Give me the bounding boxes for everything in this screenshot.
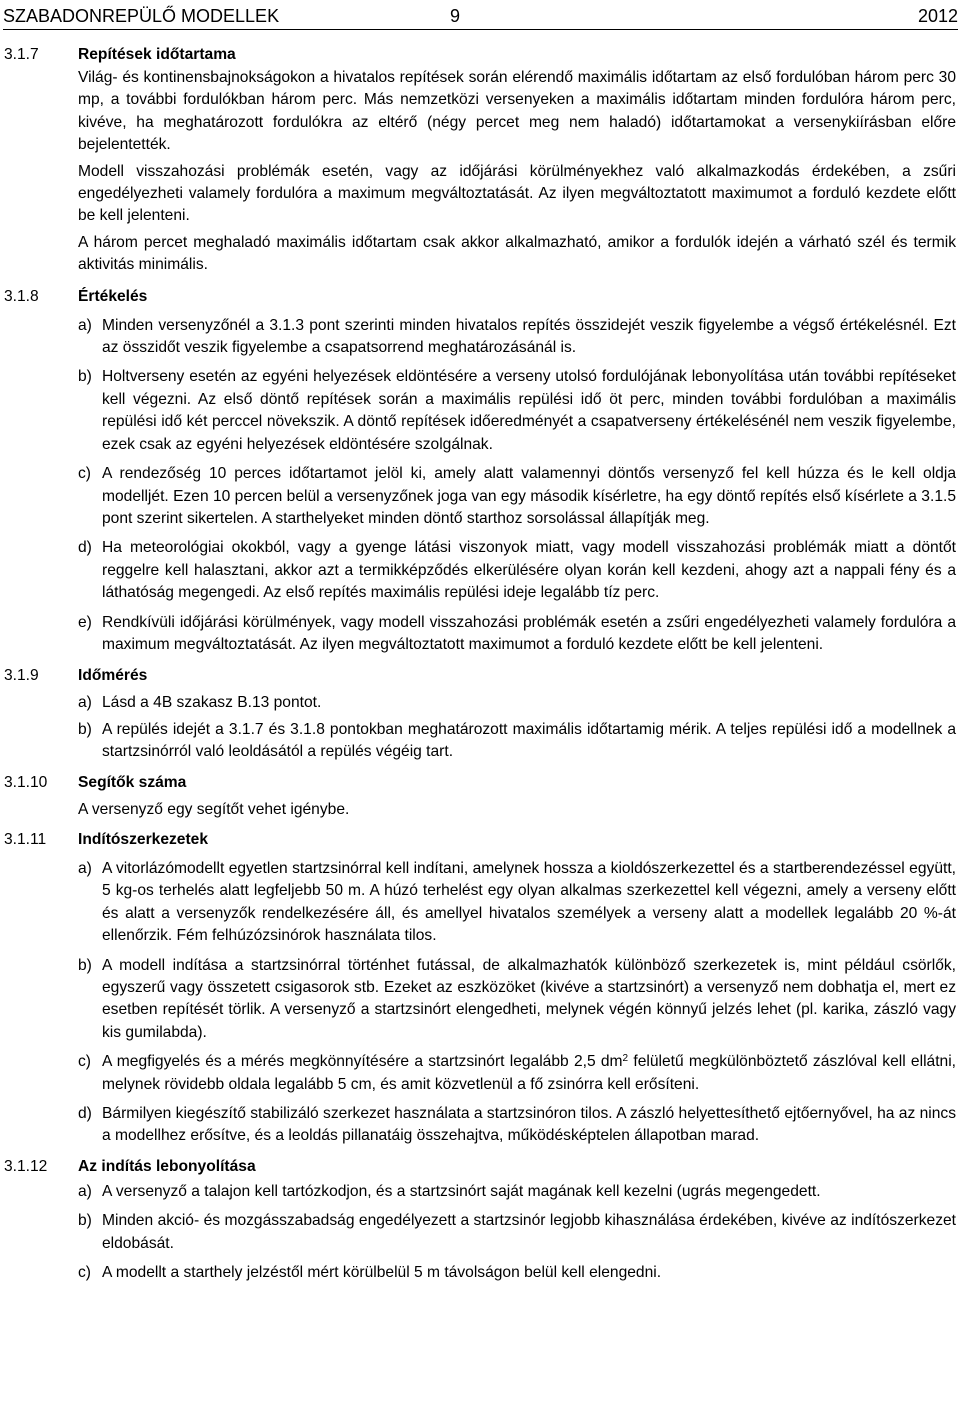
item-text: A rendezőség 10 perces időtartamot jelöl ki, amely alatt valamennyi döntős versenyző fel kell húzza és le kell oldja modelljét. Ezen 10 percen belül a versenyzőnek joga van egy második kísérletre, ha egy döntő repítés első kísérlete a 3.1.5 pont szerint sikertelen. A starthelyeket minden döntő starthoz sorsolással állapítják meg. — [102, 465, 956, 527]
section-3-1-11 — [4, 829, 956, 1148]
item-label: a) — [78, 316, 92, 334]
section-number: 3.1.12 — [4, 1157, 48, 1175]
superscript: 2 — [622, 1053, 629, 1065]
section-heading — [4, 772, 956, 795]
paragraph: Modell visszahozási problémák esetén, vagy az időjárási körülményekhez való alkalmazkodás érdekében, a zsűri engedélyezheti valamely fordulóra a maximum megváltoztatását. Az ilyen megváltoztatott maximumot a forduló kezdete előtt be kell jelenteni. — [78, 162, 956, 225]
list-item — [78, 692, 956, 714]
item-text: Lásd a 4B szakasz B.13 pontot. — [102, 694, 322, 712]
header-title: SZABADONREPÜLŐ MODELLEK — [3, 6, 280, 26]
section-title: Értékelés — [78, 287, 148, 305]
item-label: c) — [78, 1053, 91, 1071]
section-heading — [4, 44, 956, 67]
section-number: 3.1.7 — [4, 46, 39, 63]
list-item — [78, 1181, 956, 1203]
section-3-1-9 — [4, 665, 956, 763]
item-label: b) — [78, 720, 92, 738]
list-item — [78, 315, 956, 360]
paragraph: A három percet meghaladó maximális időtartam csak akkor alkalmazható, amikor a fordulók idején a várható szél és termik aktivitás minimális. — [78, 233, 956, 274]
item-text-part: felületű megkülönböztető zászlóval kell ellátni, melynek rövidebb oldala legalább 5 cm, és amit közvetlenül a fő zsinórra kell erősíteni. — [102, 1053, 957, 1093]
item-label: a) — [78, 694, 92, 712]
header-year: 2012 — [917, 6, 958, 26]
item-text: A versenyző a talajon kell tartózkodjon, és a startzsinórt saját magának kell kezelni (ugrás megengedett. — [102, 1182, 821, 1200]
section-number: 3.1.10 — [4, 773, 48, 791]
item-label: c) — [78, 1264, 91, 1282]
section-number: 3.1.9 — [4, 667, 39, 685]
document-body — [4, 44, 956, 1291]
section-title: Az indítás lebonyolítása — [78, 1157, 256, 1175]
item-label: c) — [78, 465, 91, 483]
section-3-1-8 — [4, 286, 956, 657]
list-item — [78, 955, 956, 1045]
list-item — [78, 463, 956, 530]
item-text: A modellt a starthely jelzéstől mért körülbelül 5 m távolságon belül kell elengedni. — [102, 1264, 662, 1282]
item-label: b) — [78, 368, 92, 386]
item-text: Holtverseny esetén az egyéni helyezések eldöntésére a verseny utolsó fordulójának lebonyolítása után további repítéseket kell végezni. Az első döntő repítések során a maximális repülési idő öt perc, minden további fordulóban a maximális repülési idő két perccel növekszik. A döntő repítések időeredményét a csapatverseny értékelésénél nem veszik figyelembe, ezek csak az egyéni helyezések eldöntésére szolgálnak. — [102, 368, 956, 453]
section-title: Időmérés — [78, 667, 148, 685]
item-text-part: A megfigyelés és a mérés megkönnyítésére a startzsinórt legalább 2,5 dm — [102, 1053, 623, 1071]
page-number: 9 — [450, 6, 461, 26]
section-heading — [4, 665, 956, 688]
section-title: Indítószerkezetek — [78, 830, 208, 848]
list-item — [78, 1103, 956, 1148]
paragraph: Világ- és kontinensbajnokságokon a hivatalos repítések során elérendő maximális időtartam az első fordulóban három perc 30 mp, a további fordulókban három perc. Más nemzetközi versenyeken a maximális időtartam minden fordulóra három perc, kivéve, ha meghatározott fordulókra az eltérő (négy percet meg nem haladó) időtartamokat a versenykiírásban előre bejelentették. — [78, 69, 956, 154]
item-label: b) — [78, 1212, 92, 1230]
item-text: Minden versenyzőnél a 3.1.3 pont szerinti minden hivatalos repítés összidejét veszik figyelembe a végső értékelésnél. Ezt az összidőt veszik figyelembe a csapatsorrend meghatározásánál is. — [102, 316, 956, 357]
section-number: 3.1.11 — [4, 830, 47, 848]
section-title: Repítések időtartama — [78, 46, 236, 63]
section-number: 3.1.8 — [4, 287, 39, 305]
section-3-1-7 — [4, 44, 956, 277]
section-title: Segítők száma — [78, 773, 187, 791]
list-item — [78, 537, 956, 604]
section-3-1-10 — [4, 772, 956, 821]
item-text: A vitorlázómodellt egyetlen startzsinórral kell indítani, amelynek hossza a kioldószerkezettel és a startberendezéssel együtt, 5 kg-os terhelés alatt legfeljebb 50 m. A húzó terhelést egy olyan alkalmas szerkezettel kell végezni, amely a verseny előtt és alatt a versenyzők rendelkezésére áll, és amellyel hivatalos személyek a verseny alatt a modellek legalább 20 %-át ellenőrzik. Fém felhúzózsinórok használata tilos. — [102, 859, 956, 945]
item-label: b) — [78, 956, 92, 974]
list-item — [78, 366, 956, 456]
page-header — [3, 2, 958, 30]
item-text: Bármilyen kiegészítő stabilizáló szerkezet használata a startzsinóron tilos. A zászló helyettesíthető ejtőernyővel, ha az nincs a modellhez erősítve, és a leoldás pillanatáig összehajtva, működésképtelen állapotban marad. — [102, 1105, 956, 1145]
section-heading — [4, 829, 956, 852]
item-label: e) — [78, 613, 92, 631]
item-text: Minden akció- és mozgásszabadság engedélyezett a startzsinór legjobb kihasználása érdekében, kivéve az indítószerkezet eldobását. — [102, 1212, 956, 1252]
paragraph: A versenyző egy segítőt vehet igénybe. — [78, 800, 350, 818]
list-item — [78, 858, 956, 948]
item-text: Rendkívüli időjárási körülmények, vagy modell visszahozási problémák esetén a zsűri engedélyezheti valamely fordulóra a maximum megváltoztatását. Az ilyen megváltoztatott maximumot a forduló kezdete előtt be kell jelenteni. — [102, 613, 956, 653]
item-text — [102, 1053, 956, 1092]
item-text: A repülés idejét a 3.1.7 és 3.1.8 pontokban meghatározott maximális időtartamig mérik. A teljes repülési idő a modellnek a startzsinórról való leoldásától a repülés végéig tart. — [102, 720, 956, 761]
item-label: d) — [78, 539, 92, 557]
list-item — [78, 612, 956, 657]
list-item — [78, 1051, 956, 1096]
list-item — [78, 719, 956, 764]
item-label: d) — [78, 1105, 92, 1123]
list-item — [78, 1262, 956, 1284]
list-item — [78, 1210, 956, 1255]
section-3-1-12 — [4, 1156, 956, 1285]
item-label: a) — [78, 1182, 92, 1200]
section-heading — [4, 286, 956, 309]
item-label: a) — [78, 859, 92, 877]
item-text: A modell indítása a startzsinórral történhet futással, de alkalmazhatók különböző szerkezetek is, mint például csörlők, egyszerű vagy összetett csigasorok stb. Ezeket az eszközöket (kivéve a startzsinórt) a versenyző nem dobhatja el, mert ez esetben repítését törlik. A versenyző a startzsinórt elengedheti, melynek végén könnyű jelzés lehet (pl. karika, zászló vagy kis gumilabda). — [102, 956, 956, 1041]
item-text: Ha meteorológiai okokból, vagy a gyenge látási viszonyok miatt, vagy modell visszahozási problémák miatt a döntőt reggelre kell halasztani, akkor azt a termikképződés elkerülésére olyan korán kell kezdeni, ahogy azt a nappali fény és a láthatóság megengedi. Az első repítés maximális repülési ideje legalább tíz perc. — [102, 539, 956, 602]
section-heading — [4, 1156, 956, 1179]
